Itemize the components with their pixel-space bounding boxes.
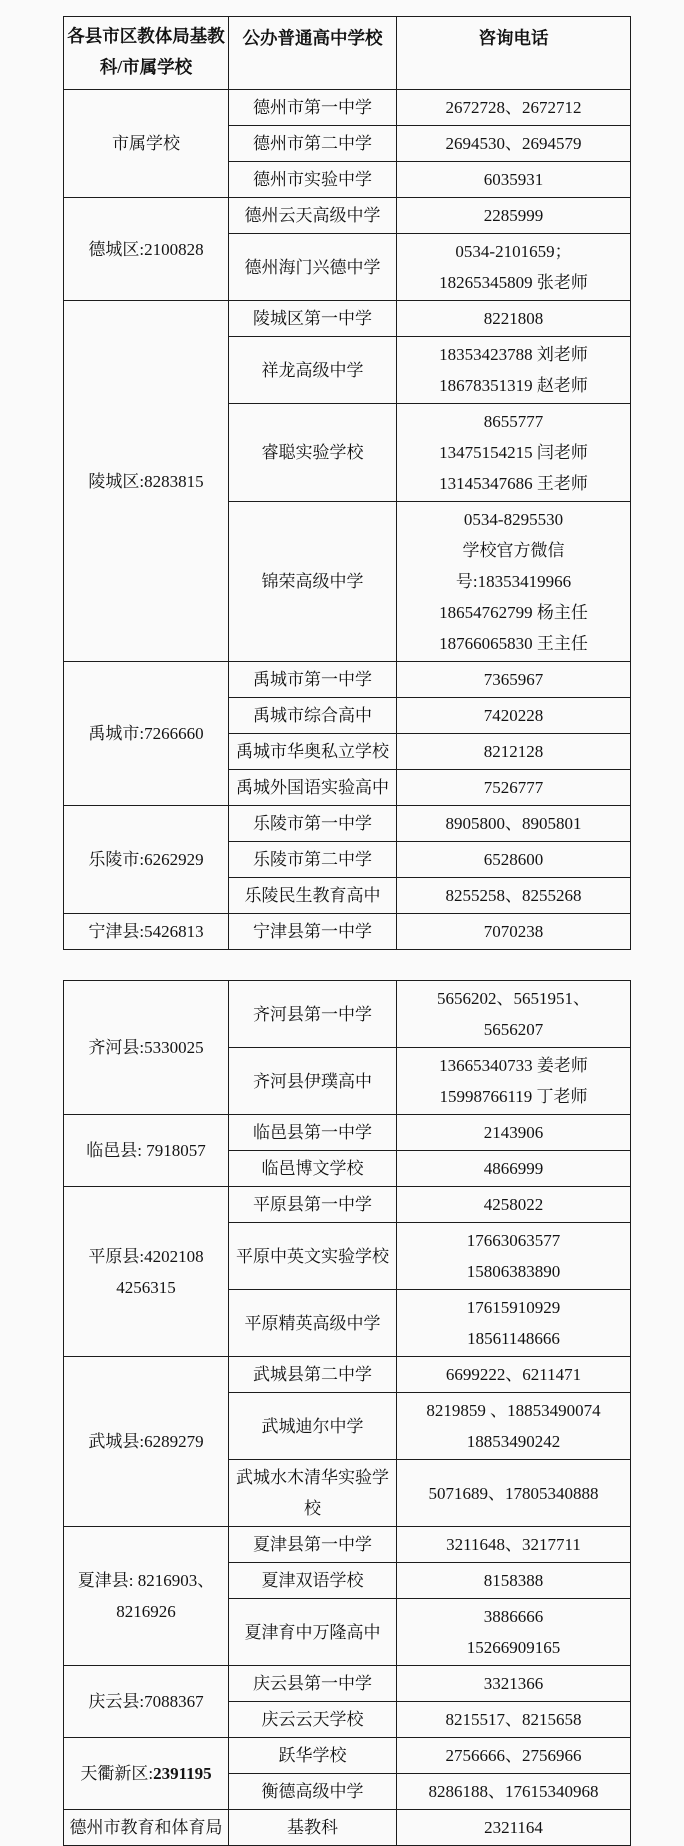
phone-cell [397, 1048, 631, 1115]
bureau-label-line: 禹城市:7266660 [88, 724, 204, 743]
table-row [64, 301, 631, 337]
school-cell: 临邑县第一中学 [229, 1115, 397, 1151]
school-cell: 夏津育中万隆高中 [229, 1599, 397, 1666]
phone-line: 4866999 [483, 1159, 544, 1178]
school-cell: 禹城市综合高中 [229, 698, 397, 734]
phone-line: 8215517、8215658 [445, 1710, 582, 1729]
phone-line: 8655777 [483, 412, 544, 431]
phone-line: 2285999 [483, 206, 544, 225]
phone-line: 17663063577 [466, 1231, 561, 1250]
phone-line: 0534-8295530 [463, 510, 564, 529]
phone-line: 2694530、2694579 [445, 134, 582, 153]
phone-line: 18853490242 [466, 1432, 561, 1451]
phone-line: 13145347686 王老师 [439, 474, 588, 493]
header-bureau-column [64, 17, 229, 90]
header-phone-column: 咨询电话 [397, 17, 631, 90]
phone-line: 18678351319 赵老师 [439, 376, 588, 395]
phone-cell [397, 1527, 631, 1563]
phone-cell [397, 878, 631, 914]
phone-cell [397, 301, 631, 337]
table-row [64, 1738, 631, 1774]
table-row [64, 198, 631, 234]
school-cell: 夏津双语学校 [229, 1563, 397, 1599]
phone-cell [397, 734, 631, 770]
phone-cell [397, 806, 631, 842]
table-row [64, 1810, 631, 1846]
phone-cell [397, 1223, 631, 1290]
table-row [64, 1187, 631, 1223]
school-cell: 夏津县第一中学 [229, 1527, 397, 1563]
school-cell: 庆云云天学校 [229, 1702, 397, 1738]
header-bureau-line: 各县市区教体局基教 [67, 26, 225, 46]
school-cell: 睿聪实验学校 [229, 404, 397, 502]
phone-line: 6699222、6211471 [445, 1365, 582, 1384]
phone-line: 8212128 [483, 742, 544, 761]
bureau-cell [64, 981, 229, 1115]
bureau-cell [64, 301, 229, 662]
bureau-cell [64, 1666, 229, 1738]
bureau-cell [64, 1187, 229, 1357]
phone-line: 3886666 [483, 1607, 544, 1626]
phone-cell [397, 162, 631, 198]
phone-cell [397, 770, 631, 806]
school-cell: 武城水木清华实验学校 [229, 1460, 397, 1527]
phone-cell [397, 1702, 631, 1738]
phone-cell [397, 698, 631, 734]
phone-cell [397, 90, 631, 126]
school-cell: 平原县第一中学 [229, 1187, 397, 1223]
phone-line: 8905800、8905801 [445, 814, 582, 833]
phone-cell [397, 126, 631, 162]
table-row [64, 981, 631, 1048]
school-cell: 德州海门兴德中学 [229, 234, 397, 301]
phone-cell [397, 1563, 631, 1599]
phone-line: 15806383890 [466, 1262, 561, 1281]
phone-line: 2672728、2672712 [445, 98, 582, 117]
phone-cell [397, 502, 631, 662]
phone-line: 6035931 [483, 170, 544, 189]
bureau-cell [64, 198, 229, 301]
phone-line: 8255258、8255268 [445, 886, 582, 905]
bureau-cell [64, 1115, 229, 1187]
phone-line: 13665340733 姜老师 [439, 1056, 588, 1075]
school-cell: 锦荣高级中学 [229, 502, 397, 662]
table-row [64, 1527, 631, 1563]
phone-line: 7070238 [483, 922, 544, 941]
school-cell: 基教科 [229, 1810, 397, 1846]
phone-line: 18265345809 张老师 [439, 273, 588, 292]
table-row [64, 806, 631, 842]
phone-cell [397, 1774, 631, 1810]
bureau-label-line: 庆云县:7088367 [88, 1692, 204, 1711]
bureau-label-line: 4256315 [116, 1277, 176, 1297]
school-cell: 乐陵市第一中学 [229, 806, 397, 842]
bureau-cell [64, 1738, 229, 1810]
bureau-label-line: 乐陵市:6262929 [88, 850, 204, 869]
table-row [64, 1115, 631, 1151]
phone-cell [397, 1666, 631, 1702]
school-cell: 乐陵市第二中学 [229, 842, 397, 878]
header-school-column: 公办普通高中学校 [229, 17, 397, 90]
bureau-cell [64, 90, 229, 198]
phone-cell [397, 662, 631, 698]
phone-line: 13475154215 闫老师 [439, 443, 588, 462]
school-cell: 德州市第一中学 [229, 90, 397, 126]
phone-line: 号:18353419966 [455, 572, 572, 591]
school-cell: 武城县第二中学 [229, 1357, 397, 1393]
phone-line: 5071689、17805340888 [428, 1483, 599, 1503]
phone-line: 8158388 [483, 1571, 544, 1590]
phone-line: 7365967 [483, 670, 544, 689]
bureau-cell [64, 914, 229, 950]
bureau-label-line: 武城县:6289279 [88, 1432, 204, 1451]
bureau-label-line: 平原县:4202108 [88, 1246, 204, 1266]
bureau-label-line: 齐河县:5330025 [88, 1038, 204, 1057]
phone-cell [397, 1599, 631, 1666]
school-cell: 齐河县伊璞高中 [229, 1048, 397, 1115]
phone-line: 7420228 [483, 706, 544, 725]
phone-line: 7526777 [483, 778, 544, 797]
phone-line: 5656207 [483, 1020, 544, 1039]
bureau-label-line: 宁津县:5426813 [88, 922, 204, 941]
school-cell: 德州市实验中学 [229, 162, 397, 198]
school-cell: 庆云县第一中学 [229, 1666, 397, 1702]
school-cell: 武城迪尔中学 [229, 1393, 397, 1460]
school-cell: 德州市第二中学 [229, 126, 397, 162]
phone-cell [397, 337, 631, 404]
school-cell: 陵城区第一中学 [229, 301, 397, 337]
bureau-label-line: 夏津县: 8216903、 [77, 1571, 215, 1590]
phone-cell [397, 914, 631, 950]
contact-table-1-body [64, 17, 631, 950]
school-cell: 宁津县第一中学 [229, 914, 397, 950]
school-cell: 平原精英高级中学 [229, 1290, 397, 1357]
bureau-label-line: 8216926 [116, 1602, 176, 1621]
bureau-label-line: 德城区:2100828 [88, 239, 204, 259]
bureau-cell [64, 806, 229, 914]
phone-line: 15998766119 丁老师 [439, 1087, 588, 1106]
school-cell: 禹城外国语实验高中 [229, 770, 397, 806]
contact-table-1 [63, 16, 631, 950]
phone-line: 6528600 [483, 850, 544, 869]
phone-line: 18654762799 杨主任 [439, 603, 588, 622]
table-row [64, 914, 631, 950]
phone-cell [397, 1738, 631, 1774]
contact-table-2 [63, 980, 631, 1846]
phone-line: 8221808 [483, 309, 544, 328]
phone-line: 18766065830 王主任 [439, 634, 588, 653]
phone-line: 2756666、2756966 [445, 1746, 582, 1765]
table-header-row [64, 17, 631, 90]
phone-cell [397, 1290, 631, 1357]
phone-line: 3321366 [483, 1674, 544, 1693]
phone-line: 5656202、5651951、 [437, 989, 590, 1008]
phone-line: 18561148666 [467, 1329, 560, 1348]
phone-line: 2321164 [484, 1818, 543, 1837]
bureau-label-number: 2391195 [153, 1764, 212, 1783]
phone-line: 学校官方微信 [462, 541, 565, 560]
phone-cell [397, 981, 631, 1048]
phone-cell [397, 1810, 631, 1846]
school-cell: 衡德高级中学 [229, 1774, 397, 1810]
phone-line: 15266909165 [466, 1638, 561, 1657]
phone-line: 8219859 、18853490074 [426, 1401, 601, 1420]
school-cell: 临邑博文学校 [229, 1151, 397, 1187]
table-row [64, 1357, 631, 1393]
phone-cell [397, 1115, 631, 1151]
bureau-label-line: 陵城区:8283815 [88, 471, 204, 491]
table-row [64, 90, 631, 126]
phone-line: 17615910929 [466, 1298, 561, 1317]
phone-cell [397, 842, 631, 878]
school-cell: 齐河县第一中学 [229, 981, 397, 1048]
school-cell: 禹城市第一中学 [229, 662, 397, 698]
bureau-cell [64, 1810, 229, 1846]
phone-cell [397, 1393, 631, 1460]
phone-cell [397, 1460, 631, 1527]
phone-cell [397, 404, 631, 502]
phone-line: 4258022 [483, 1195, 544, 1214]
school-cell: 乐陵民生教育高中 [229, 878, 397, 914]
bureau-cell [64, 1527, 229, 1666]
phone-cell [397, 198, 631, 234]
phone-line: 0534-2101659； [455, 242, 572, 261]
school-cell: 禹城市华奥私立学校 [229, 734, 397, 770]
phone-cell [397, 1187, 631, 1223]
phone-cell [397, 234, 631, 301]
school-cell: 德州云天高级中学 [229, 198, 397, 234]
phone-cell [397, 1151, 631, 1187]
header-bureau-line: 科/市属学校 [99, 57, 193, 77]
phone-line: 8286188、17615340968 [428, 1782, 599, 1801]
bureau-label-line: 临邑县: 7918057 [86, 1141, 206, 1160]
phone-line: 2143906 [483, 1123, 544, 1142]
bureau-label-line [66, 1758, 226, 1789]
school-cell: 祥龙高级中学 [229, 337, 397, 404]
table-row [64, 1666, 631, 1702]
bureau-cell [64, 1357, 229, 1527]
bureau-label-line: 市属学校 [112, 134, 180, 153]
school-cell: 平原中英文实验学校 [229, 1223, 397, 1290]
bureau-label-line: 德州市教育和体育局 [69, 1818, 223, 1837]
phone-cell [397, 1357, 631, 1393]
table-row [64, 662, 631, 698]
phone-line: 3211648、3217711 [446, 1535, 581, 1554]
contact-table-2-body [64, 981, 631, 1846]
bureau-cell [64, 662, 229, 806]
school-cell: 跃华学校 [229, 1738, 397, 1774]
bureau-label-prefix: 天衢新区: [80, 1764, 154, 1783]
phone-line: 18353423788 刘老师 [439, 345, 588, 364]
